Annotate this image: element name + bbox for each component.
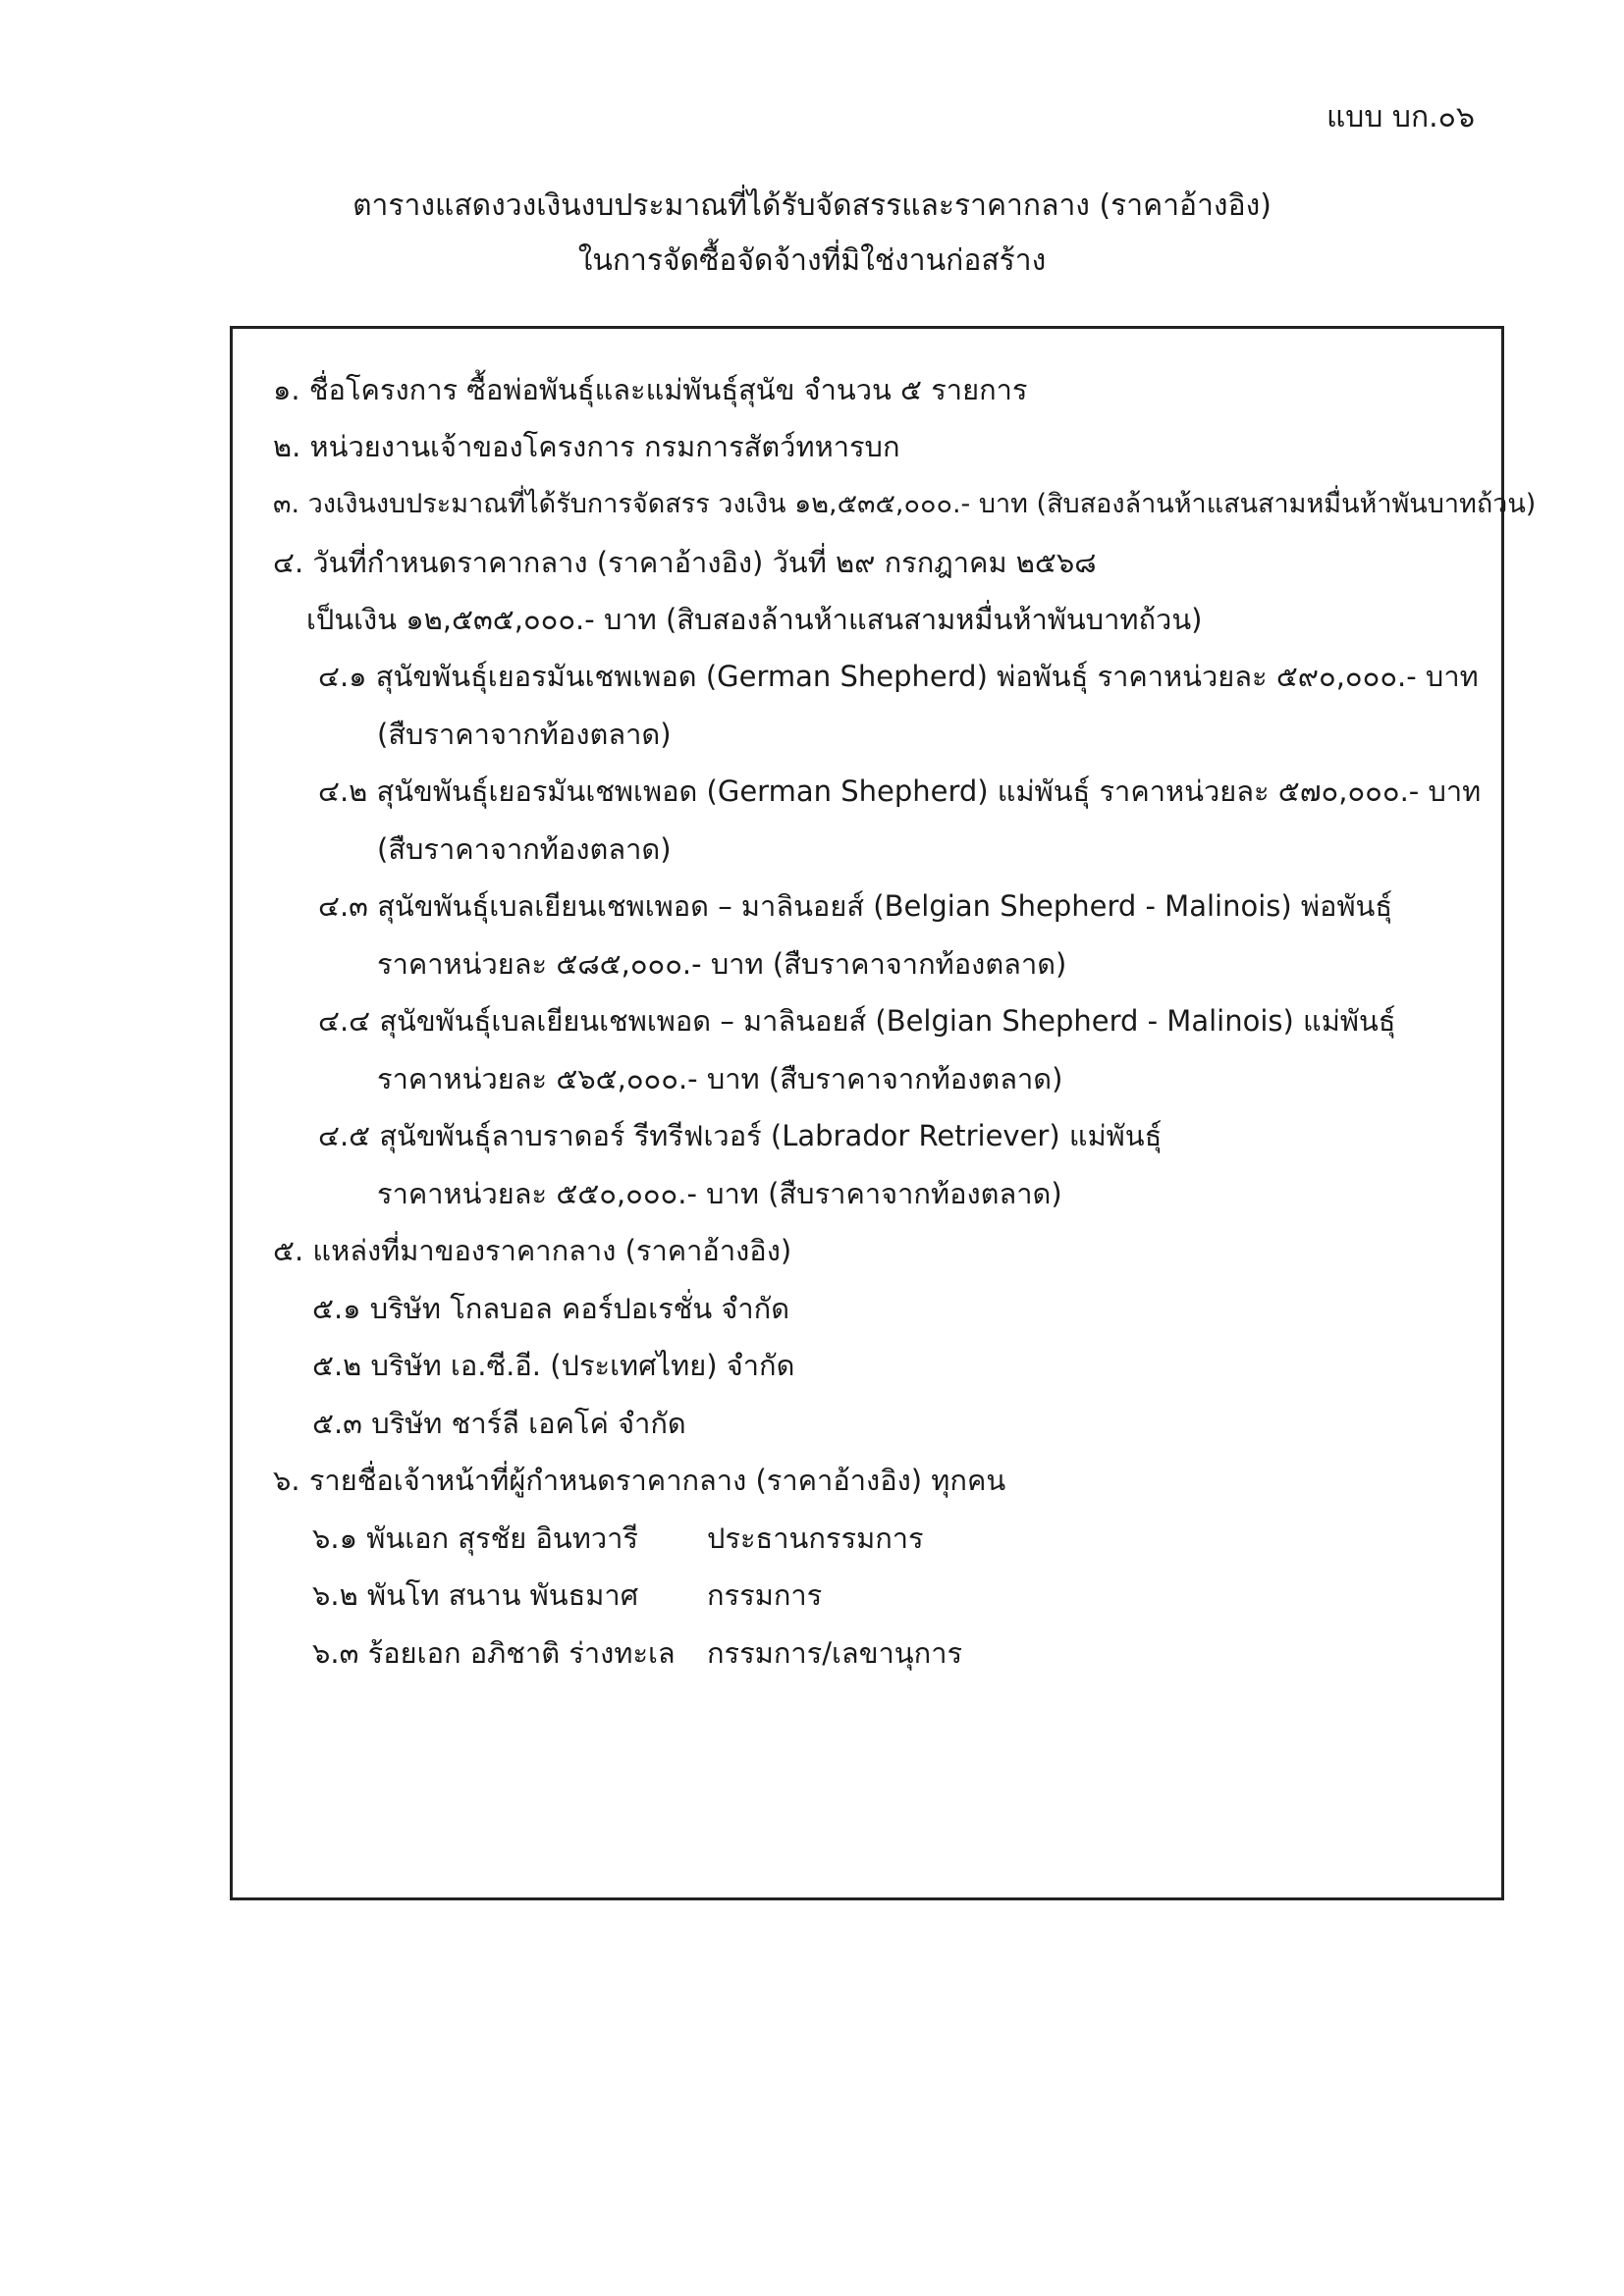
official-name-6-3: ๖.๓ ร้อยเอก อภิชาติ ร่างทะเล bbox=[312, 1636, 676, 1670]
sub-item-4-2-note: (สืบราคาจากท้องตลาด) bbox=[377, 832, 672, 866]
form-code: แบบ บก.๐๖ bbox=[1326, 100, 1475, 134]
item-ref-date: ๔. วันที่กำหนดราคากลาง (ราคาอ้างอิง) วันที่ ๒๙ กรกฎาคม ๒๕๖๘ bbox=[273, 546, 1097, 579]
official-role-6-3: กรรมการ/เลขานุการ bbox=[707, 1636, 963, 1670]
official-role-6-2: กรรมการ bbox=[707, 1578, 823, 1612]
official-role-6-1: ประธานกรรมการ bbox=[707, 1522, 924, 1555]
item-source-heading: ๕. แหล่งที่มาของราคากลาง (ราคาอ้างอิง) bbox=[273, 1234, 792, 1267]
sub-item-4-1: ๔.๑ สุนัขพันธุ์เยอรมันเชพเพอด (German Shepherd) พ่อพันธุ์ ราคาหน่วยละ ๕๙๐,๐๐๐.- บาท bbox=[318, 660, 1479, 693]
item-budget: ๓. วงเงินงบประมาณที่ได้รับการจัดสรร วงเงิน ๑๒,๕๓๕,๐๐๐.- บาท (สิบสองล้านห้าแสนสามหมื่นห้าพันบาทถ้วน) bbox=[273, 489, 1537, 519]
item-project-name: ๑. ชื่อโครงการ ซื้อพ่อพันธุ์และแม่พันธุ์สุนัข จำนวน ๕ รายการ bbox=[273, 373, 1028, 406]
source-item-5-1: ๕.๑ บริษัท โกลบอล คอร์ปอเรชั่น จำกัด bbox=[312, 1292, 790, 1325]
official-name-6-1: ๖.๑ พันเอก สุรชัย อินทวารี bbox=[312, 1522, 638, 1555]
item-ref-amount: เป็นเงิน ๑๒,๕๓๕,๐๐๐.- บาท (สิบสองล้านห้าแสนสามหมื่นห้าพันบาทถ้วน) bbox=[306, 603, 1203, 636]
source-item-5-2: ๕.๒ บริษัท เอ.ซี.อี. (ประเทศไทย) จำกัด bbox=[312, 1349, 795, 1382]
sub-item-4-3: ๔.๓ สุนัขพันธุ์เบลเยียนเชพเพอด – มาลินอยส์ (Belgian Shepherd - Malinois) พ่อพันธุ์ bbox=[318, 889, 1393, 923]
document-title-line-1: ตารางแสดงวงเงินงบประมาณที่ได้รับจัดสรรและราคากลาง (ราคาอ้างอิง) bbox=[352, 188, 1272, 223]
sub-item-4-5: ๔.๕ สุนัขพันธุ์ลาบราดอร์ รีทรีฟเวอร์ (Labrador Retriever) แม่พันธุ์ bbox=[318, 1119, 1163, 1152]
source-item-5-3: ๕.๓ บริษัท ชาร์ลี เอคโค่ จำกัด bbox=[312, 1407, 686, 1440]
sub-item-4-3-note: ราคาหน่วยละ ๕๘๕,๐๐๐.- บาท (สืบราคาจากท้องตลาด) bbox=[377, 947, 1067, 981]
official-name-6-2: ๖.๒ พันโท สนาน พันธมาศ bbox=[312, 1578, 639, 1612]
sub-item-4-5-note: ราคาหน่วยละ ๕๕๐,๐๐๐.- บาท (สืบราคาจากท้องตลาด) bbox=[377, 1177, 1062, 1210]
sub-item-4-4-note: ราคาหน่วยละ ๕๖๕,๐๐๐.- บาท (สืบราคาจากท้องตลาด) bbox=[377, 1062, 1063, 1095]
document-title-line-2: ในการจัดซื้อจัดจ้างที่มิใช่งานก่อสร้าง bbox=[577, 243, 1047, 278]
item-agency: ๒. หน่วยงานเจ้าของโครงการ กรมการสัตว์ทหารบก bbox=[273, 430, 900, 463]
item-officials-heading: ๖. รายชื่อเจ้าหน้าที่ผู้กำหนดราคากลาง (ราคาอ้างอิง) ทุกคน bbox=[273, 1464, 1006, 1497]
sub-item-4-1-note: (สืบราคาจากท้องตลาด) bbox=[377, 718, 672, 751]
sub-item-4-4: ๔.๔ สุนัขพันธุ์เบลเยียนเชพเพอด – มาลินอยส์ (Belgian Shepherd - Malinois) แม่พันธุ์ bbox=[318, 1004, 1396, 1038]
sub-item-4-2: ๔.๒ สุนัขพันธุ์เยอรมันเชพเพอด (German Shepherd) แม่พันธุ์ ราคาหน่วยละ ๕๗๐,๐๐๐.- บาท bbox=[318, 774, 1482, 808]
